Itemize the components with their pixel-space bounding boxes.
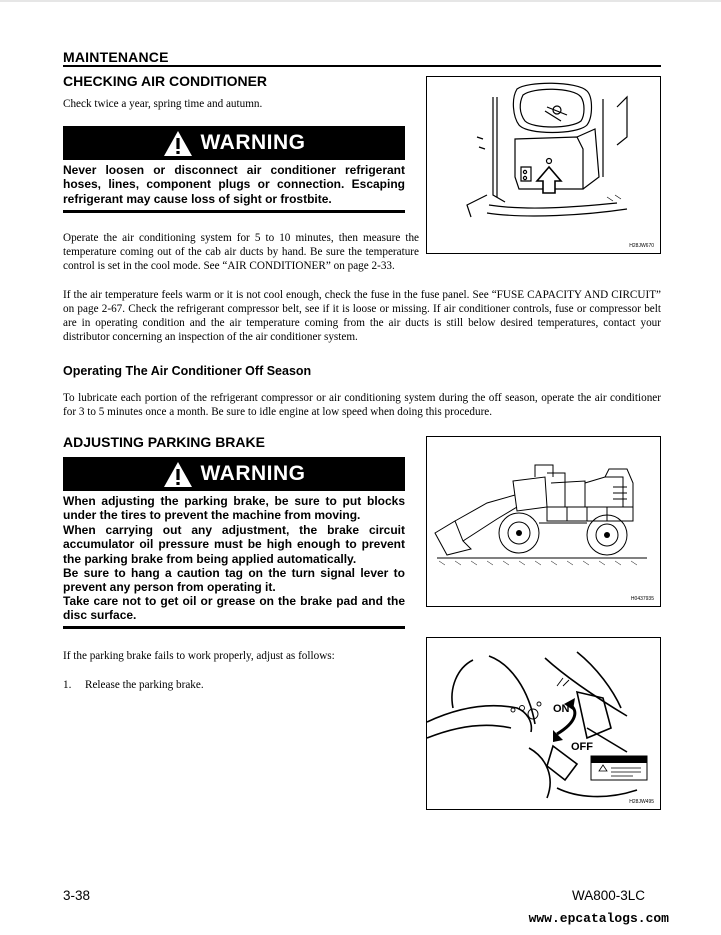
step-list-item xyxy=(63,678,419,692)
switch-off-label: OFF xyxy=(571,741,593,753)
warning-banner-ac xyxy=(63,126,405,160)
watermark: www.epcatalogs.com xyxy=(528,911,669,926)
figure-ac-unit xyxy=(426,76,661,254)
warning-banner-brake xyxy=(63,457,405,491)
warning-label: WARNING xyxy=(200,462,306,485)
page-top-border xyxy=(0,0,721,2)
air-conditioner-heading: CHECKING AIR CONDITIONER xyxy=(63,73,268,89)
warning-rule-brake xyxy=(63,626,405,629)
figure-id-machine: H0437935 xyxy=(630,596,654,602)
model-name: WA800-3LC xyxy=(572,888,646,903)
figure-id-ac: H28JW670 xyxy=(629,243,654,249)
figure-wheel-loader xyxy=(426,436,661,607)
warning-triangle-icon xyxy=(163,461,193,488)
switch-on-label: ON xyxy=(553,703,570,715)
section-rule xyxy=(63,65,661,67)
para-air-warm: If the air temperature feels warm or it is not cool enough, check the fuse in the fuse panel. See “FUSE CAPACITY AND CIRCUIT” on page 2-67. Check the refrigerant compressor belt, see if it is loose or missing. If air conditioner controls, fuse or compressor belt are in operating condition and the air temperature coming from the air ducts is still below desired temperatures, contact your distributor concerning an inspection of the air conditioner system. xyxy=(63,289,661,343)
off-season-heading: Operating The Air Conditioner Off Season xyxy=(63,364,312,378)
para-operate-ac: Operate the air conditioning system for 5 to 10 minutes, then measure the temperature coming out of the cab air ducts by hand. Be sure the temperature control is set in the cool mode. See “AIR CONDITIONER” on page 2-33. xyxy=(63,232,419,272)
warning-label: WARNING xyxy=(200,131,306,154)
wheel-loader-illustration xyxy=(427,437,660,606)
figure-brake-switch xyxy=(426,637,661,810)
section-title: MAINTENANCE xyxy=(63,49,169,65)
off-season-text: To lubricate each portion of the refrigerant compressor or air conditioning system during the off season, operate the air conditioner for 3 to 5 minutes once a month. Be sure to idle engine at low speed when doing this procedure. xyxy=(63,392,661,418)
warning-text-brake-3: Be sure to hang a caution tag on the turn signal lever to prevent any person from operating it. xyxy=(63,566,405,595)
ac-unit-illustration xyxy=(427,77,660,253)
warning-text-ac: Never loosen or disconnect air conditioner refrigerant hoses, lines, component plugs or connection. Escaping refrigerant may cause loss of sight or frostbite. xyxy=(63,163,405,206)
warning-rule-ac xyxy=(63,210,405,213)
air-conditioner-intro: Check twice a year, spring time and autumn. xyxy=(63,98,263,110)
parking-brake-intro: If the parking brake fails to work properly, adjust as follows: xyxy=(63,650,335,662)
step-number: 1. xyxy=(63,679,72,691)
warning-text-brake-1: When adjusting the parking brake, be sure to put blocks under the tires to prevent the machine from moving. xyxy=(63,494,405,523)
warning-text-brake-2: When carrying out any adjustment, the brake circuit accumulator oil pressure must be high enough to prevent the parking brake from being applied automatically. xyxy=(63,523,405,566)
warning-text-brake-4: Take care not to get oil or grease on the brake pad and the disc surface. xyxy=(63,594,405,623)
step-text: Release the parking brake. xyxy=(85,679,204,691)
figure-id-switch: H28JW495 xyxy=(629,799,654,805)
parking-brake-heading: ADJUSTING PARKING BRAKE xyxy=(63,434,265,450)
page-number: 3-38 xyxy=(63,888,91,903)
warning-triangle-icon xyxy=(163,130,193,157)
brake-switch-illustration xyxy=(427,638,660,809)
